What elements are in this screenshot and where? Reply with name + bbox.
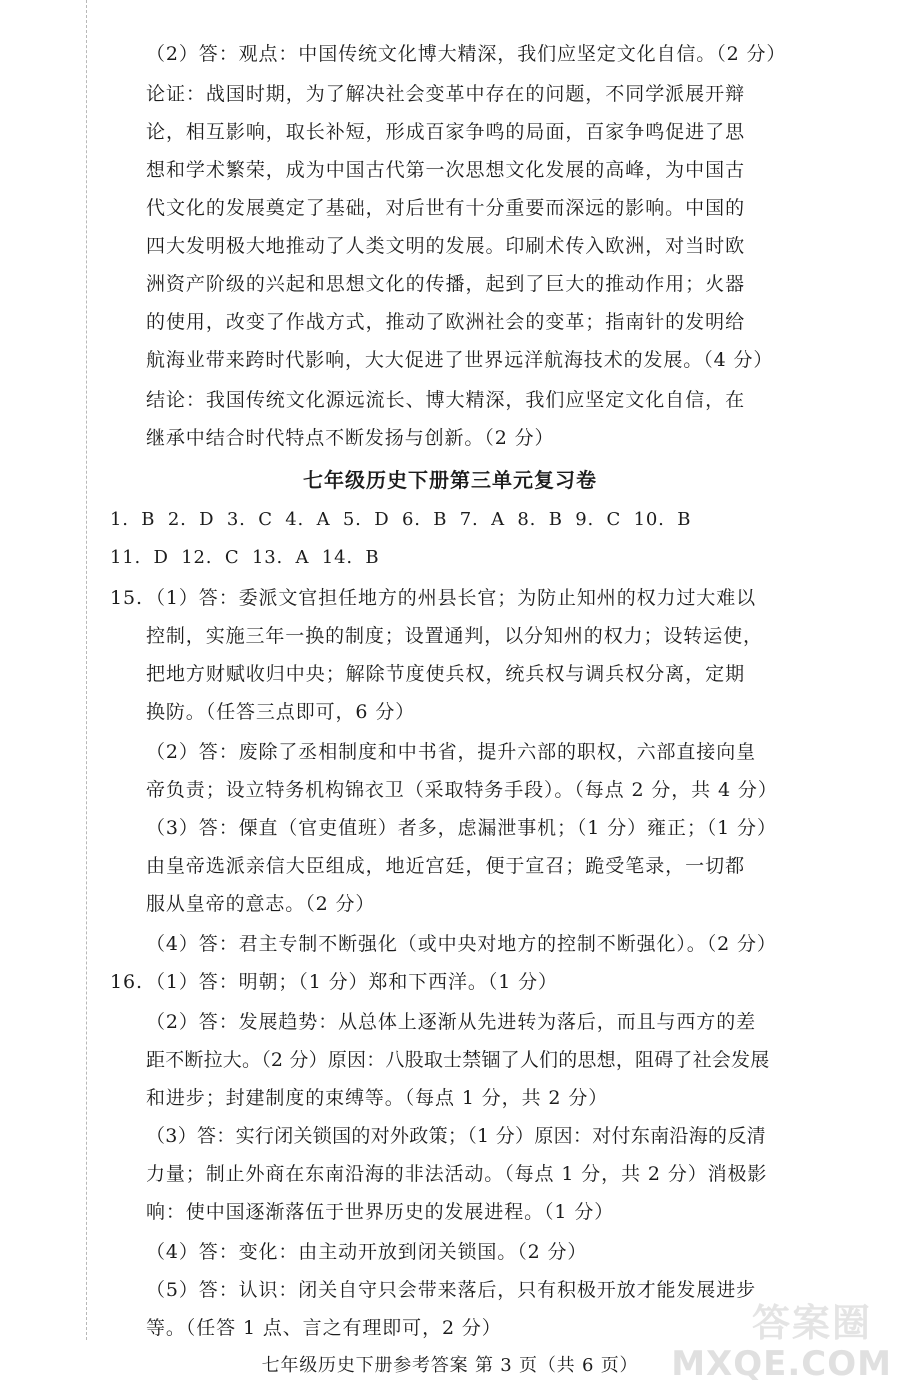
q16-line-4: （3）答：实行闭关锁国的对外政策；（1 分）原因：对付东南沿海的反清 [146, 1125, 766, 1147]
q15-line-1: 控制，实施三年一换的制度；设置通判，以分知州的权力；设转运使， [146, 625, 763, 647]
p1-line-10: 继承中结合时代特点不断发扬与创新。（2 分） [146, 427, 555, 449]
watermark-logo [671, 1292, 892, 1384]
q16-line-1: （2）答：发展趋势：从总体上逐渐从先进转为落后，而且与西方的差 [146, 1011, 756, 1033]
q16-line-7: （4）答：变化：由主动开放到闭关锁国。（2 分） [146, 1241, 588, 1263]
q15-line-5: 帝负责；设立特务机构锦衣卫（采取特务手段）。（每点 2 分，共 4 分） [146, 779, 778, 801]
q15-line-3: 换防。（任答三点即可，6 分） [146, 701, 416, 723]
q15-line-8: 服从皇帝的意志。（2 分） [146, 893, 376, 915]
q16-line-2: 距不断拉大。（2 分）原因：八股取士禁锢了人们的思想，阻碍了社会发展 [146, 1049, 770, 1071]
p1-line-3: 想和学术繁荣，成为中国古代第一次思想文化发展的高峰，为中国古 [146, 159, 745, 181]
q16-line-9: 等。（任答 1 点、言之有理即可，2 分） [146, 1317, 502, 1339]
p1-line-6: 洲资产阶级的兴起和思想文化的传播，起到了巨大的推动作用；火器 [146, 273, 745, 295]
binding-margin-line [86, 0, 87, 1340]
p1-line-5: 四大发明极大地推动了人类文明的发展。印刷术传入欧洲，对当时欧 [146, 235, 745, 257]
q16-number: 16. [110, 971, 143, 993]
q16-line-6: 响：使中国逐渐落伍于世界历史的发展进程。（1 分） [146, 1201, 615, 1223]
q15-line-2: 把地方财赋收归中央；解除节度使兵权，统兵权与调兵权分离，定期 [146, 663, 745, 685]
p1-line-2: 论，相互影响，取长补短，形成百家争鸣的局面，百家争鸣促进了思 [146, 121, 745, 143]
watermark-top-text: 答案圈 [751, 1301, 872, 1345]
p1-line-1: 论证：战国时期，为了解决社会变革中存在的问题，不同学派展开辩 [146, 83, 745, 105]
q15-line-0: （1）答：委派文官担任地方的州县长官；为防止知州的权力过大难以 [146, 587, 756, 609]
q16-line-3: 和进步；封建制度的束缚等。（每点 1 分，共 2 分） [146, 1087, 609, 1109]
choice-answers-row-1: 1. B 2. D 3. C 4. A 5. D 6. B 7. A 8. B 9. C 10. B [110, 509, 692, 530]
choice-answers-row-2: 11. D 12. C 13. A 14. B [110, 547, 380, 568]
watermark-bottom-text: MXQE.COM [671, 1344, 892, 1384]
page-footer: 七年级历史下册参考答案 第 3 页（共 6 页） [261, 1355, 639, 1376]
q15-line-6: （3）答：傈直（官吏值班）者多，虑漏泄事机；（1 分）雍正；（1 分） [146, 817, 777, 839]
p1-line-4: 代文化的发展奠定了基础，对后世有十分重要而深远的影响。中国的 [146, 197, 745, 219]
q15-number: 15. [110, 587, 143, 609]
q16-line-0: （1）答：明朝；（1 分）郑和下西洋。（1 分） [146, 971, 558, 993]
q16-line-5: 力量；制止外商在东南沿海的非法活动。（每点 1 分，共 2 分）消极影 [146, 1163, 768, 1185]
section-title: 七年级历史下册第三单元复习卷 [303, 468, 597, 492]
q15-line-7: 由皇帝选派亲信大臣组成，地近宫廷，便于宣召；跪受笔录，一切都 [146, 855, 745, 877]
p1-line-0: （2）答：观点：中国传统文化博大精深，我们应坚定文化自信。（2 分） [146, 43, 787, 65]
p1-line-9: 结论：我国传统文化源远流长、博大精深，我们应坚定文化自信，在 [146, 389, 745, 411]
p1-line-8: 航海业带来跨时代影响，大大促进了世界远洋航海技术的发展。（4 分） [146, 349, 774, 371]
q15-line-9: （4）答：君主专制不断强化（或中央对地方的控制不断强化）。（2 分） [146, 933, 777, 955]
p1-line-7: 的使用，改变了作战方式，推动了欧洲社会的变革；指南针的发明给 [146, 311, 745, 333]
q16-line-8: （5）答：认识：闭关自守只会带来落后，只有积极开放才能发展进步 [146, 1279, 756, 1301]
q15-line-4: （2）答：废除了丞相制度和中书省，提升六部的职权，六部直接向皇 [146, 741, 756, 763]
